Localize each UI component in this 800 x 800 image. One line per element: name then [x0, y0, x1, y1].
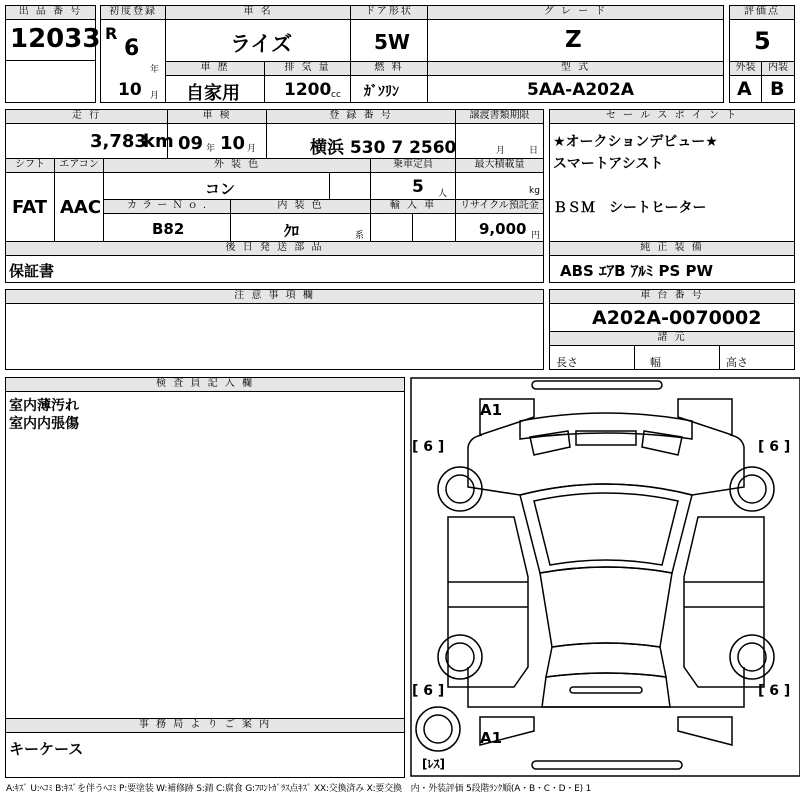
import-label: 輸 入 車	[370, 199, 456, 214]
int-color-unit: 系	[355, 231, 365, 241]
model-label: 型 式	[427, 61, 724, 76]
reg-label: 登 録 番 号	[266, 109, 456, 124]
displacement-unit: cc	[331, 90, 341, 100]
import-cell-b	[412, 213, 456, 242]
notes-label: 注 意 事 項 欄	[5, 289, 544, 304]
transfer-month-unit: 月	[496, 146, 506, 156]
spec-height-label: 高さ	[726, 356, 748, 369]
inspection-month: 10	[220, 133, 246, 154]
spec-width-label: 幅	[650, 356, 661, 369]
recycle-unit: 円	[531, 231, 541, 241]
front-outline	[468, 435, 744, 495]
int-label: 内装	[761, 61, 795, 76]
ext-color-label: 外 装 色	[103, 158, 371, 173]
ac: AAC	[60, 197, 102, 218]
equipment: ABS ｴｱB ｱﾙﾐ PS PW	[560, 262, 714, 280]
equipment-label: 純 正 装 備	[549, 241, 795, 256]
month: 10	[118, 80, 142, 100]
shift: FAT	[12, 197, 48, 218]
inspection-year: 09	[178, 133, 204, 154]
door-label: ドア形状	[350, 5, 428, 20]
max-load-unit: kg	[529, 186, 540, 196]
tire-depth-rr: [ 6 ]	[758, 683, 791, 699]
sales-point-line: ＢＳＭ シートヒーター	[553, 200, 707, 216]
fuel: ｶﾞｿﾘﾝ	[364, 84, 399, 100]
ac-label: エアコン	[54, 158, 104, 173]
office-note: キーケース	[9, 740, 84, 758]
tire-front-left-inner	[446, 475, 474, 503]
rear-bumper-top	[570, 687, 642, 693]
int-color: ｸﾛ	[284, 222, 300, 240]
notes-box	[5, 303, 544, 370]
ext-grade: A	[737, 78, 752, 100]
sales-point-line: スマートアシスト	[553, 156, 664, 172]
grade: Z	[565, 27, 582, 53]
chassis-number: A202A-0070002	[592, 307, 762, 329]
car-diagram	[410, 377, 800, 777]
ext-label: 外装	[729, 61, 762, 76]
capacity-unit: 人	[438, 189, 448, 199]
chassis-label: 車 台 番 号	[549, 289, 795, 304]
color-no-label: カ ラ ー Ｎ ｏ .	[103, 199, 231, 214]
transfer-label: 譲渡書類期限	[455, 109, 544, 124]
lot-no: 12033	[10, 24, 101, 54]
model: 5AA-A202A	[527, 80, 634, 100]
int-grade: B	[770, 78, 785, 100]
ext-color-extra	[329, 172, 371, 200]
spare-tire-inner	[424, 715, 452, 743]
ext-color: コン	[205, 180, 236, 198]
mileage-unit: km	[143, 131, 174, 152]
mileage: 3,783	[90, 131, 147, 152]
damage-mark-rear: A1	[480, 729, 503, 747]
spare-tire-label: [ﾚｽ]	[422, 757, 445, 771]
year: 6	[124, 36, 140, 61]
fuel-label: 燃 料	[350, 61, 428, 76]
lot-no-label: 出 品 番 号	[5, 5, 96, 20]
recycle: 9,000	[479, 220, 527, 238]
max-load-label: 最大積載量	[455, 158, 544, 173]
inspector-label: 検 査 員 記 入 欄	[5, 377, 405, 392]
month-unit: 月	[150, 91, 160, 101]
int-color-label: 内 装 色	[230, 199, 371, 214]
displacement-label: 排 気 量	[264, 61, 351, 76]
shift-label: シフト	[5, 158, 55, 173]
tire-depth-rl: [ 6 ]	[412, 683, 445, 699]
damage-legend: A:ｷｽﾞ U:ﾍｺﾐ B:ｷｽﾞを伴うﾍｺﾐ P:要塗装 W:補修跡 S:錆 C:腐食 G:ﾌﾛﾝﾄｶﾞﾗｽ点ｷｽﾞ XX:交換済み X:要交換 内・外装評価 5段階ﾗﾝｸ順(A・B・C・D・E) 1	[6, 784, 592, 794]
transfer-day-unit: 日	[529, 146, 539, 156]
inspection-month-unit: 月	[247, 144, 257, 154]
tire-front-right	[730, 467, 774, 511]
tire-depth-fl: [ 6 ]	[412, 439, 445, 455]
color-no: B82	[152, 220, 185, 238]
year-unit: 年	[150, 65, 160, 75]
tire-rear-left	[438, 635, 482, 679]
tire-depth-fr: [ 6 ]	[758, 439, 791, 455]
capacity-label: 乗車定員	[370, 158, 456, 173]
int-color-cell	[230, 213, 371, 242]
inspector-line: 室内薄汚れ	[9, 398, 79, 414]
tire-front-right-inner	[738, 475, 766, 503]
left-side	[448, 517, 528, 687]
tire-rear-left-inner	[446, 643, 474, 671]
car-name: ライズ	[230, 32, 293, 56]
car-diagram-svg	[410, 377, 800, 777]
cabin	[540, 567, 672, 647]
diagram-frame	[411, 378, 800, 776]
displacement: 1200	[284, 80, 332, 100]
score: 5	[754, 27, 771, 55]
first-reg-label: 初度登録	[100, 5, 166, 20]
trunk	[542, 673, 670, 707]
tire-rear-right-inner	[738, 643, 766, 671]
import-cell-a	[370, 213, 413, 242]
inspection-label: 車 検	[167, 109, 267, 124]
inspection-year-unit: 年	[206, 144, 216, 154]
later-parts: 保証書	[9, 262, 55, 280]
office-label: 事 務 局 よ り ご 案 内	[5, 718, 405, 733]
roof-inner	[534, 493, 678, 565]
spec-width-cell	[634, 345, 720, 370]
sales-point-line: ★オークションデビュー★	[553, 134, 718, 150]
front-right-fender	[678, 399, 732, 435]
specs-label: 諸 元	[549, 331, 795, 346]
score-label: 評価点	[729, 5, 795, 20]
tire-front-left	[438, 467, 482, 511]
tire-rear-right	[730, 635, 774, 679]
mileage-label: 走 行	[5, 109, 168, 124]
era: R	[105, 24, 118, 43]
spec-length-label: 長さ	[556, 356, 578, 369]
car-name-label: 車 名	[165, 5, 351, 20]
damage-mark-front: A1	[480, 401, 503, 419]
front-bumper-strip	[532, 381, 662, 389]
rear-right-fender	[678, 717, 732, 745]
spare-tire	[416, 707, 460, 751]
grade-label: グ レ ー ド	[427, 5, 724, 20]
capacity: 5	[412, 177, 424, 197]
sales-points-label: セ ー ル ス ポ イ ン ト	[549, 109, 795, 124]
inspector-box	[5, 391, 405, 719]
reg-number: 横浜 530 7 2560	[310, 138, 457, 158]
rear-bumper-strip	[532, 761, 682, 769]
rear-glass	[546, 643, 666, 677]
history: 自家用	[186, 83, 240, 104]
history-label: 車 歴	[165, 61, 265, 76]
recycle-label: リサイクル預託金	[455, 199, 544, 214]
door: 5W	[374, 30, 410, 54]
inspector-line: 室内内張傷	[9, 416, 79, 432]
lot-no-blank	[5, 60, 96, 103]
later-parts-box	[5, 255, 544, 283]
right-side	[684, 517, 764, 687]
later-parts-label: 後 日 発 送 部 品	[5, 241, 544, 256]
